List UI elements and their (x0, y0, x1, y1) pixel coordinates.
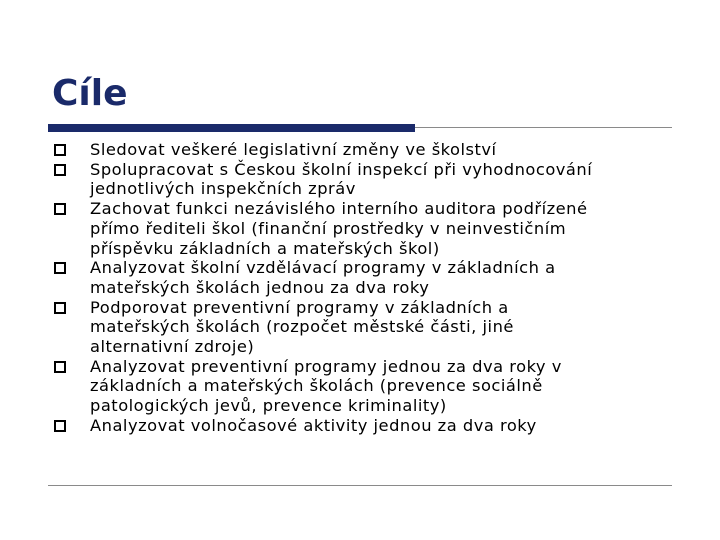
hollow-square-bullet-icon (54, 262, 66, 274)
hollow-square-bullet-icon (54, 361, 66, 373)
bullet-item (54, 258, 694, 297)
bullet-list (54, 140, 694, 436)
bullet-item (54, 140, 694, 160)
bullet-item (54, 160, 694, 199)
hollow-square-bullet-icon (54, 203, 66, 215)
bullet-item (54, 357, 694, 416)
hollow-square-bullet-icon (54, 420, 66, 432)
bullet-text: Podporovat preventivní programy v základních a mateřských školách (rozpočet městské části, jiné alternativní zdroje) (90, 297, 514, 357)
bullet-item (54, 298, 694, 357)
hollow-square-bullet-icon (54, 302, 66, 314)
hollow-square-bullet-icon (54, 144, 66, 156)
title-accent-bar (48, 124, 415, 132)
footer-divider-line (48, 485, 672, 486)
bullet-item (54, 199, 694, 258)
bullet-text: Analyzovat školní vzdělávací programy v základních a mateřských školách jednou za dva roky (90, 258, 556, 297)
bullet-text: Zachovat funkci nezávislého interního auditora podřízené přímo řediteli škol (finanční prostředky v neinvestičním příspěvku základních a mateřských škol) (90, 199, 588, 258)
hollow-square-bullet-icon (54, 164, 66, 176)
bullet-item (54, 416, 694, 436)
bullet-text: Spolupracovat s Českou školní inspekcí při vyhodnocování jednotlivých inspekčních zpráv (90, 159, 593, 199)
bullet-text: Analyzovat volnočasové aktivity jednou za dva roky (90, 415, 537, 435)
bullet-text: Analyzovat preventivní programy jednou za dva roky v základních a mateřských školách (prevence sociálně patologických jevů, prevence kriminality) (90, 356, 562, 416)
bullet-text: Sledovat veškeré legislativní změny ve školství (90, 140, 497, 159)
slide-title: Cíle (52, 73, 128, 114)
